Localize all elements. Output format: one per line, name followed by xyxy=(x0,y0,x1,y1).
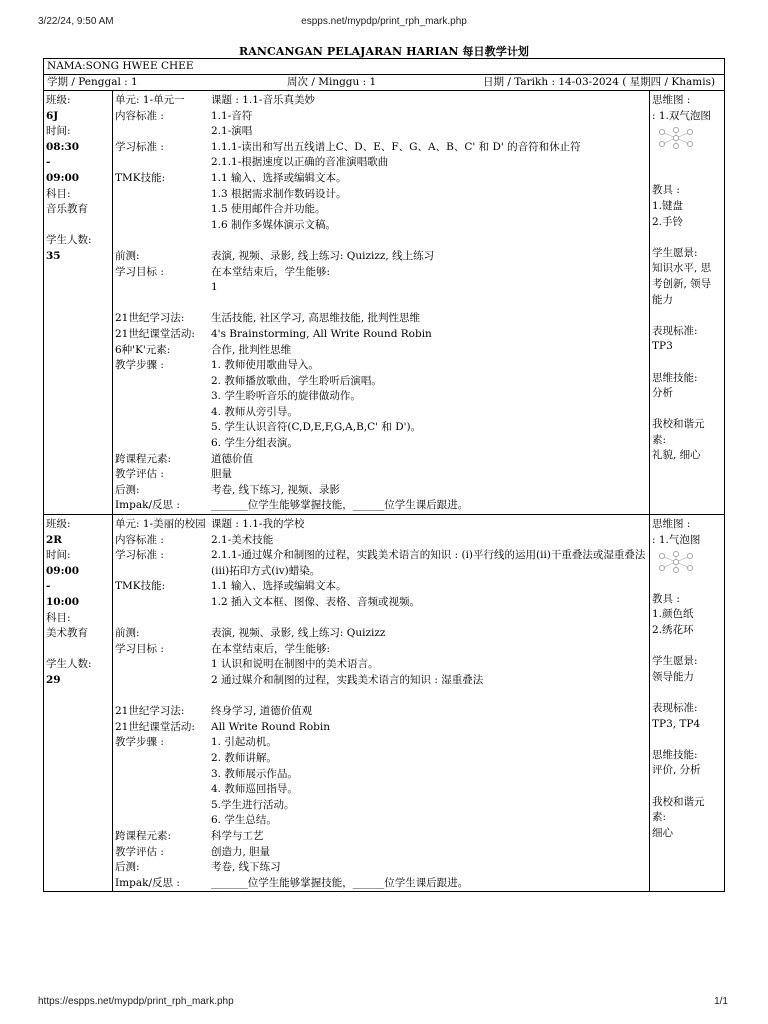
plan-row xyxy=(115,845,647,861)
plan-row-label xyxy=(115,389,211,405)
sidebar-line: 学生愿景: xyxy=(652,246,698,259)
class-info-line: 科目: xyxy=(46,611,71,624)
plan-row-label xyxy=(115,218,211,234)
sidebar-line xyxy=(652,308,722,324)
plan-row xyxy=(115,813,647,829)
plan-row-value: 1 认识和说明在制图中的美术语言。 xyxy=(211,658,379,671)
sidebar-line: 思维图 : xyxy=(652,94,691,106)
sidebar-line: 2.绣花环 xyxy=(652,624,694,636)
plan-row-value: 表演, 视频、录影, 线上练习: Quizizz, 线上练习 xyxy=(211,249,435,262)
plan-row xyxy=(115,626,647,642)
plan-row xyxy=(115,595,647,611)
sidebar-line: 1.键盘 xyxy=(652,199,684,212)
plan-row-label: 21世纪课堂活动: xyxy=(115,720,195,733)
plan-row-value: 6. 学生分组表演。 xyxy=(211,437,298,450)
sidebar-line xyxy=(652,732,722,748)
plan-row-label xyxy=(115,782,211,798)
plan-row-value: 1 xyxy=(211,281,218,294)
sidebar-line: 分析 xyxy=(652,387,673,400)
plan-row-value: 生活技能, 社区学习, 高思维技能, 批判性思维 xyxy=(211,312,421,325)
plan-row xyxy=(115,233,647,249)
document-title: RANCANGAN PELAJARAN HARIAN 每日教学计划 xyxy=(238,45,530,58)
class-info-line: 10:00 xyxy=(46,596,80,608)
plan-row-label: Impak/反思 : xyxy=(115,499,180,512)
plan-row-label xyxy=(115,689,211,705)
sidebar-line: 素: xyxy=(652,433,667,446)
plan-row xyxy=(115,798,647,814)
thinking-map-thumbnail xyxy=(656,126,696,150)
sidebar-line: 素: xyxy=(652,811,667,824)
plan-row xyxy=(115,876,647,892)
plan-row-label xyxy=(115,798,211,814)
plan-row xyxy=(115,467,647,483)
plan-row-value: 表演, 视频、录影, 线上练习: Quizizz xyxy=(211,627,386,640)
plan-row-label xyxy=(115,673,211,689)
plan-row xyxy=(115,343,647,359)
class-info-line: - xyxy=(46,156,51,169)
plan-row xyxy=(115,327,647,343)
plan-row xyxy=(115,389,647,405)
plan-row xyxy=(115,374,647,390)
plan-row-label: 教学步骤 : xyxy=(115,359,164,372)
plan-row-label: 前测: xyxy=(115,249,140,262)
class-info-line: 09:00 xyxy=(46,564,80,577)
plan-row-label xyxy=(115,420,211,436)
plan-row-label: 教学步骤 : xyxy=(115,736,164,749)
sidebar-line: 教具 : xyxy=(652,184,680,197)
plan-row-label: 后测: xyxy=(115,483,140,496)
plan-row-label xyxy=(115,436,211,452)
sidebar-line: 思维技能: xyxy=(652,748,698,761)
week: 周次 / Minggu : 1 xyxy=(287,76,377,88)
plan-row xyxy=(115,265,647,281)
plan-row-label xyxy=(115,813,211,829)
plan-row xyxy=(115,767,647,783)
sidebar-line xyxy=(652,152,722,168)
plan-row-value: 4. 教师巡回指导。 xyxy=(211,783,298,796)
plan-row-value: 考卷, 线下练习, 视频、录影 xyxy=(211,483,340,496)
sidebar-line xyxy=(652,576,722,592)
term: 学期 / Penggal : 1 xyxy=(47,76,138,88)
page-count: 1/1 xyxy=(714,996,728,1007)
footer-url: https://espps.net/mypdp/print_rph_mark.php xyxy=(38,996,234,1007)
plan-row xyxy=(115,782,647,798)
plan-row xyxy=(115,673,647,689)
plan-row-label xyxy=(115,280,211,296)
plan-row-label xyxy=(115,187,211,203)
sidebar-line: 2.手铃 xyxy=(652,215,684,228)
plan-row-value: 1.1 输入、选择或编辑文本。 xyxy=(211,171,347,184)
plan-row xyxy=(115,187,647,203)
plan-row xyxy=(115,311,647,327)
class-info-line: 09:00 xyxy=(46,171,80,184)
sidebar-line xyxy=(652,685,722,701)
plan-row xyxy=(115,171,647,187)
sidebar-line xyxy=(652,779,722,795)
plan-row xyxy=(115,704,647,720)
sidebar-line xyxy=(652,230,722,246)
plan-row xyxy=(115,93,647,109)
plan-row-label xyxy=(115,296,211,312)
plan-row xyxy=(115,498,647,514)
plan-row xyxy=(115,860,647,876)
sidebar-line: 思维技能: xyxy=(652,371,698,384)
plan-row xyxy=(115,829,647,845)
plan-row xyxy=(115,249,647,265)
plan-row-value: 1.1-音符 xyxy=(211,109,253,122)
plan-row xyxy=(115,579,647,595)
browser-datetime: 3/22/24, 9:50 AM xyxy=(38,16,114,27)
plan-row xyxy=(115,405,647,421)
plan-row-value: 1.1.1-读出和写出五线谱上C、D、E、F、G、A、B、C' 和 D' 的音符和休止符 xyxy=(211,140,581,153)
plan-row xyxy=(115,735,647,751)
plan-row xyxy=(115,689,647,705)
plan-row xyxy=(115,533,647,549)
plan-row-value xyxy=(211,233,647,249)
plan-row xyxy=(115,517,647,533)
plan-row-value: 1.1 输入、选择或编辑文本。 xyxy=(211,580,347,593)
plan-row-value: 课题 : 1.1-音乐真美妙 xyxy=(211,94,315,106)
plan-row-value: 在本堂结束后，学生能够: xyxy=(211,265,331,278)
sidebar-line: : 1.气泡图 xyxy=(652,533,701,546)
sidebar-line: 能力 xyxy=(652,293,673,306)
plan-row-label xyxy=(115,611,211,627)
plan-row xyxy=(115,420,647,436)
class-info-line: 08:30 xyxy=(46,140,80,153)
plan-row-label: 学习目标 : xyxy=(115,265,164,278)
plan-row xyxy=(115,483,647,499)
class-info-line xyxy=(46,642,110,658)
class-info-line xyxy=(46,218,110,234)
lesson-1-details xyxy=(113,91,650,514)
sidebar-line: 领导能力 xyxy=(652,670,694,683)
plan-row-label xyxy=(115,595,211,611)
plan-row-label: TMK技能: xyxy=(115,580,166,593)
sidebar-line xyxy=(652,168,722,184)
plan-row-value: 4's Brainstorming, All Write Round Robin xyxy=(211,327,432,340)
sidebar-line: 学生愿景: xyxy=(652,655,698,668)
plan-row-value: 5. 学生认识音符(C,D,E,F,G,A,B,C' 和 D')。 xyxy=(211,421,422,434)
class-info-line: 时间: xyxy=(46,125,71,138)
plan-row-value: 6. 学生总结。 xyxy=(211,814,277,827)
sidebar-line xyxy=(652,639,722,655)
sidebar-line: 知识水平, 思 xyxy=(652,262,712,275)
plan-row xyxy=(115,140,647,156)
plan-row xyxy=(115,452,647,468)
plan-row-label: 单元: 1-美丽的校园 xyxy=(115,518,206,531)
plan-row-label: 学习目标 : xyxy=(115,642,164,655)
sidebar-line: 评价, 分析 xyxy=(652,764,701,777)
class-info-line: 时间: xyxy=(46,549,71,562)
class-info-line: 班级: xyxy=(46,518,71,531)
plan-row xyxy=(115,436,647,452)
plan-row-label xyxy=(115,155,211,171)
sidebar-line: 考创新, 领导 xyxy=(652,277,712,290)
class-info-line: 2R xyxy=(46,533,63,546)
plan-row-value: 2. 教师播放歌曲，学生聆听后演唱。 xyxy=(211,374,382,387)
plan-row xyxy=(115,280,647,296)
plan-row-label xyxy=(115,374,211,390)
plan-row-label: 前测: xyxy=(115,627,140,640)
plan-row-value: 胆量 xyxy=(211,468,232,481)
plan-row-value: 在本堂结束后，学生能够: xyxy=(211,642,331,655)
plan-row xyxy=(115,218,647,234)
class-info-line: 班级: xyxy=(46,94,71,106)
plan-row-label xyxy=(115,405,211,421)
class-info-line: 6J xyxy=(46,109,59,122)
sidebar-line: 教具 : xyxy=(652,592,680,605)
plan-row-label: Impak/反思 : xyxy=(115,876,180,889)
plan-row-value: 5.学生进行活动。 xyxy=(211,798,295,811)
class-info-line: 科目: xyxy=(46,187,71,200)
plan-row-value: 1.6 制作多媒体演示文稿。 xyxy=(211,218,337,231)
plan-row-label: 学习标准 : xyxy=(115,549,164,562)
plan-row-label: 跨课程元素: xyxy=(115,452,172,465)
plan-row-label: 跨课程元素: xyxy=(115,829,172,842)
plan-row xyxy=(115,109,647,125)
sidebar-line: 表现标准: xyxy=(652,324,698,337)
plan-row-value: 1. 引起动机。 xyxy=(211,736,277,749)
plan-row-value: _______位学生能够掌握技能，______位学生课后跟进。 xyxy=(211,499,469,512)
plan-row-value: 道德价值 xyxy=(211,452,253,465)
date: 日期 / Tarikh : 14-03-2024 ( 星期四 / Khamis) xyxy=(483,76,716,88)
class-info-line: 学生人数: xyxy=(46,234,92,247)
browser-page-title: espps.net/mypdp/print_rph_mark.php xyxy=(301,16,467,27)
plan-row-value: 2 通过媒介和制图的过程，实践美术语言的知识 : 湿重叠法 xyxy=(211,673,484,686)
sidebar-line: TP3 xyxy=(652,340,673,353)
plan-row-value: 创造力, 胆量 xyxy=(211,845,271,858)
plan-row-label: 学习标准 : xyxy=(115,140,164,153)
plan-row-value xyxy=(211,611,647,627)
plan-row-value: 3. 学生聆听音乐的旋律做动作。 xyxy=(211,390,361,403)
sidebar-line xyxy=(652,402,722,418)
sidebar-line: 表现标准: xyxy=(652,701,698,714)
plan-row xyxy=(115,720,647,736)
plan-row-label: 21世纪学习法: xyxy=(115,312,185,325)
class-info-line: 学生人数: xyxy=(46,658,92,671)
plan-row-label: 6种'K'元素: xyxy=(115,343,171,356)
sidebar-line: 我校和谐元 xyxy=(652,795,705,808)
lesson-1-class-info xyxy=(44,91,113,514)
plan-row xyxy=(115,751,647,767)
plan-row xyxy=(115,124,647,140)
lesson-1-sidebar xyxy=(650,91,724,514)
class-info-line: 美术教育 xyxy=(46,627,88,640)
lesson-2-class-info xyxy=(44,515,113,891)
plan-row-label xyxy=(115,767,211,783)
plan-row-value xyxy=(211,689,647,705)
plan-row xyxy=(115,642,647,658)
plan-row-value: 2.1.1-通过媒介和制图的过程，实践美术语言的知识 : (i)平行线的运用(ii)干重叠法或湿重叠法(iii)拓印方式(iv)蜡染。 xyxy=(211,549,646,577)
plan-row-value: 考卷, 线下练习 xyxy=(211,861,281,874)
plan-row-value: 4. 教师从旁引导。 xyxy=(211,405,298,418)
plan-row xyxy=(115,358,647,374)
class-info-line: 29 xyxy=(46,673,61,686)
plan-row xyxy=(115,548,647,579)
plan-row-label xyxy=(115,124,211,140)
plan-row-label: 内容标准 : xyxy=(115,533,164,546)
plan-row xyxy=(115,296,647,312)
plan-row-value: 3. 教师展示作品。 xyxy=(211,767,298,780)
plan-row-value: 1.2 插入文本框、图像、表格、音频或视频。 xyxy=(211,596,421,608)
plan-row-value: 2.1.1-根据速度以正确的音准演唱歌曲 xyxy=(211,156,389,169)
sidebar-line: 细心 xyxy=(652,826,673,839)
class-info-line: 音乐教育 xyxy=(46,203,88,216)
sidebar-line xyxy=(652,355,722,371)
lesson-plan-table xyxy=(43,58,725,892)
sidebar-line: 礼貌, 细心 xyxy=(652,449,701,462)
plan-row xyxy=(115,155,647,171)
plan-row-value xyxy=(211,296,647,312)
sidebar-line: 1.颜色纸 xyxy=(652,608,694,621)
lesson-block-2 xyxy=(44,515,724,891)
plan-row-value: _______位学生能够掌握技能，______位学生课后跟进。 xyxy=(211,876,469,889)
plan-row xyxy=(115,657,647,673)
plan-row-value: 课题 : 1.1-我的学校 xyxy=(211,518,305,531)
plan-row-value: All Write Round Robin xyxy=(211,720,330,733)
plan-row-value: 1.3 根据需求制作数码设计。 xyxy=(211,187,347,200)
plan-row-value: 2.1-演唱 xyxy=(211,125,253,138)
plan-row-label: 教学评估 : xyxy=(115,468,164,481)
plan-row-value: 1. 教师使用歌曲导入。 xyxy=(211,359,319,372)
plan-row-label: 内容标准 : xyxy=(115,109,164,122)
plan-row-label: 教学评估 : xyxy=(115,845,164,858)
plan-row-label: 后测: xyxy=(115,861,140,874)
sidebar-line: 思维图 : xyxy=(652,518,691,531)
lesson-block-1 xyxy=(44,91,724,515)
plan-row-value: 科学与工艺 xyxy=(211,829,264,842)
term-row xyxy=(44,75,724,91)
sidebar-line: 我校和谐元 xyxy=(652,418,705,431)
class-info-line: - xyxy=(46,580,51,593)
plan-row-label: TMK技能: xyxy=(115,171,166,184)
sidebar-line: : 1.双气泡图 xyxy=(652,109,711,122)
plan-row xyxy=(115,202,647,218)
plan-row-value: 1.5 使用邮件合并功能。 xyxy=(211,203,326,216)
plan-row-label xyxy=(115,233,211,249)
lesson-2-sidebar xyxy=(650,515,724,891)
plan-row-label xyxy=(115,202,211,218)
plan-row-value: 合作, 批判性思维 xyxy=(211,343,292,356)
plan-row-label xyxy=(115,751,211,767)
lesson-2-details xyxy=(113,515,650,891)
plan-row-value: 2. 教师讲解。 xyxy=(211,751,277,764)
class-info-line: 35 xyxy=(46,249,61,262)
sidebar-line: TP3, TP4 xyxy=(652,717,701,730)
plan-row-label: 21世纪课堂活动: xyxy=(115,327,195,340)
plan-row-value: 终身学习, 道德价值观 xyxy=(211,705,313,718)
plan-row-label: 单元: 1-单元一 xyxy=(115,94,185,106)
plan-row-value: 2.1-美术技能 xyxy=(211,533,274,546)
plan-row-label xyxy=(115,657,211,673)
thinking-map-thumbnail xyxy=(656,550,696,574)
plan-row xyxy=(115,611,647,627)
plan-row-label: 21世纪学习法: xyxy=(115,705,185,718)
teacher-name: NAMA:SONG HWEE CHEE xyxy=(44,59,724,75)
